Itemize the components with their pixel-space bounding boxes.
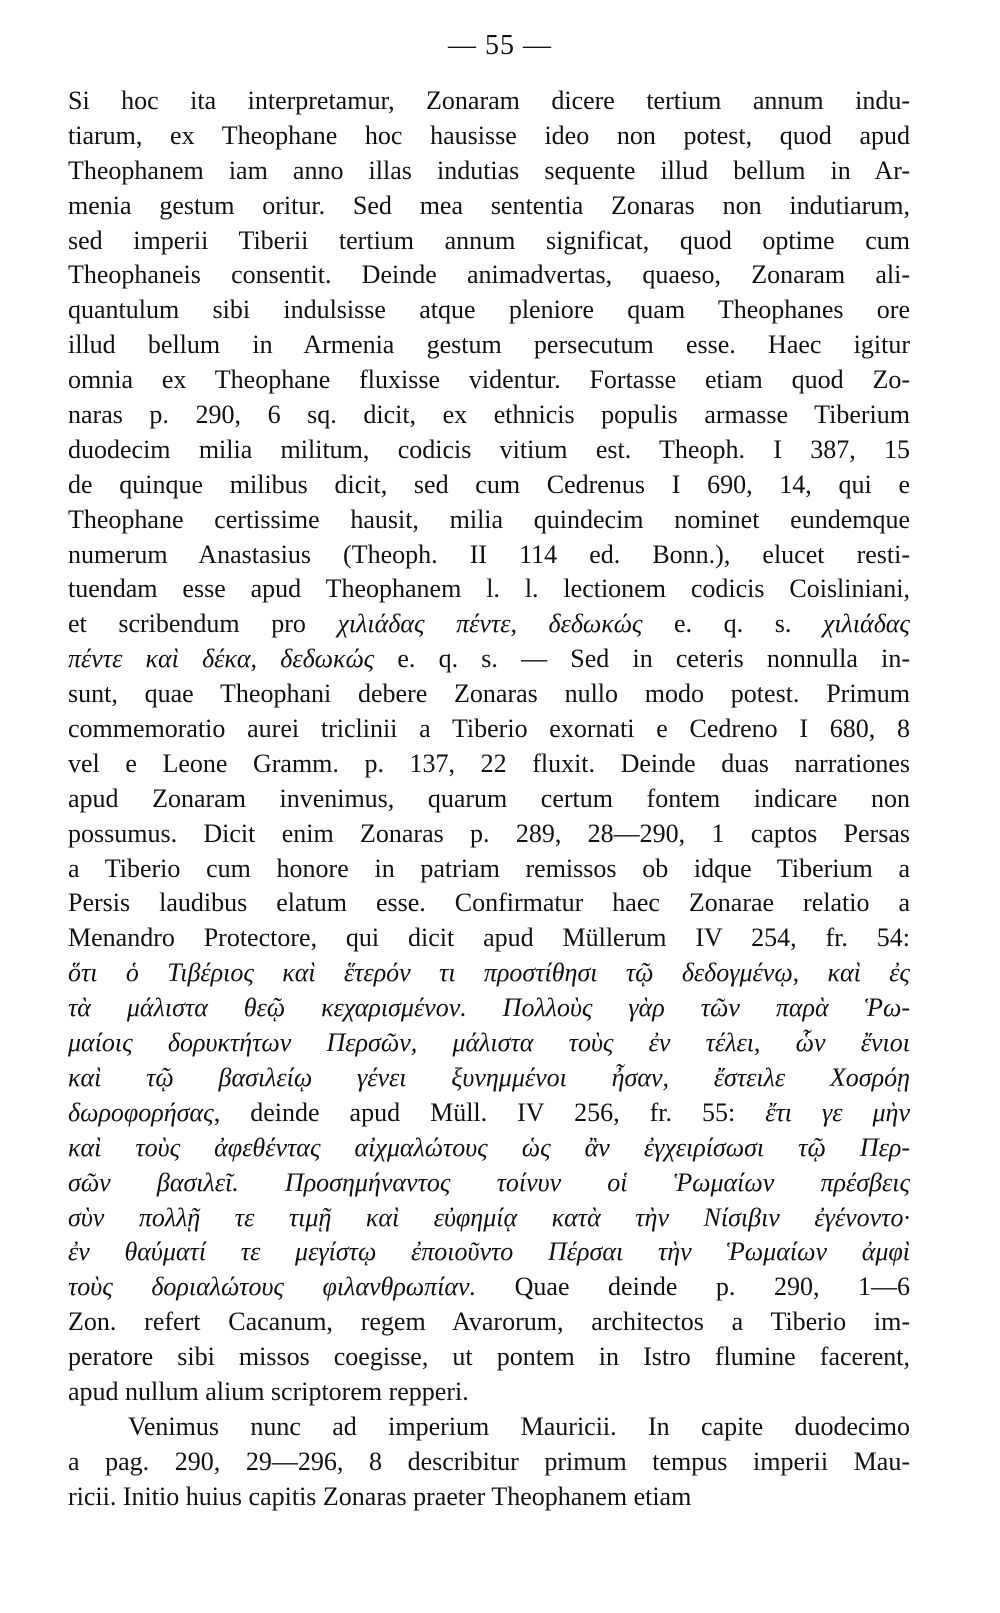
text-line: [68, 433, 910, 468]
latin-text: Venimus nunc ad imperium Mauricii. In capite duodecimo: [128, 1411, 910, 1441]
text-line: [68, 747, 910, 782]
greek-quotation: ἐν θαύματί τε μεγίστῳ ἐποιοῦντο Πέρσαι τὴν Ῥωμαίων ἀμφὶ: [68, 1237, 910, 1267]
latin-text: , deinde apud Müll. IV 256, fr. 55:: [213, 1097, 766, 1127]
text-line: [68, 1270, 910, 1305]
latin-text: peratore sibi missos coegisse, ut pontem in Istro flumine facerent,: [68, 1342, 910, 1372]
latin-text: sed imperii Tiberii tertium annum significat, quod optime cum: [68, 225, 910, 255]
latin-text: tiarum, ex Theophane hoc hausisse ideo non potest, quod apud: [68, 120, 910, 150]
greek-quotation: χιλιάδας πέντε, δεδωκώς: [337, 609, 643, 639]
text-line: [68, 119, 910, 154]
latin-text: Si hoc ita interpretamur, Zonaram dicere tertium annum indu-: [68, 86, 910, 115]
text-line: [68, 782, 910, 817]
text-line: [68, 154, 910, 189]
latin-text: e. q. s.: [642, 609, 823, 639]
body-text: [68, 84, 910, 1515]
text-line: [68, 1375, 910, 1410]
text-line: [68, 1410, 910, 1445]
greek-quotation: δωροφορήσας: [68, 1097, 214, 1127]
greek-quotation: χιλιάδας: [822, 609, 910, 639]
greek-quotation: καὶ τῷ βασιλείῳ γένει ξυνημμένοι ἦσαν, ἔστειλε Χοσρόῃ: [68, 1062, 910, 1092]
latin-text: apud nullum alium scriptorem repperi.: [68, 1376, 469, 1406]
text-line: [68, 607, 910, 642]
text-line: [68, 189, 910, 224]
text-line: [68, 503, 910, 538]
latin-text: tuendam esse apud Theophanem l. l. lectionem codicis Coisliniani,: [68, 574, 910, 604]
text-line: [68, 538, 910, 573]
text-line: [68, 991, 910, 1026]
latin-text: Theophanem iam anno illas indutias sequente illud bellum in Ar-: [68, 155, 910, 185]
latin-text: a Tiberio cum honore in patriam remissos ob idque Tiberium a: [68, 853, 910, 883]
text-line: [68, 677, 910, 712]
text-line: [68, 572, 910, 607]
latin-text: possumus. Dicit enim Zonaras p. 289, 28—290, 1 captos Persas: [68, 818, 910, 848]
text-line: [68, 1305, 910, 1340]
text-line: [68, 328, 910, 363]
text-line: [68, 886, 910, 921]
text-line: [68, 1096, 910, 1131]
greek-quotation: πέντε καὶ δέκα, δεδωκώς: [68, 644, 375, 674]
greek-quotation: τὰ μάλιστα θεῷ κεχαρισμένον. Πολλοὺς γὰρ τῶν παρὰ Ῥω-: [68, 993, 910, 1023]
latin-text: Theophane certissime hausit, milia quindecim nominet eundemque: [68, 504, 910, 534]
greek-quotation: ὅτι ὁ Τιβέριος καὶ ἕτερόν τι προστίθησι τῷ δεδογμένῳ, καὶ ἐς: [68, 958, 910, 988]
text-line: [68, 1061, 910, 1096]
text-line: [68, 1131, 910, 1166]
latin-text: naras p. 290, 6 sq. dicit, ex ethnicis populis armasse Tiberium: [68, 400, 910, 430]
text-line: [68, 468, 910, 503]
greek-quotation: τοὺς δοριαλώτους φιλανθρωπίαν.: [68, 1272, 477, 1302]
greek-quotation: ἔτι γε μὴν: [765, 1097, 910, 1127]
greek-quotation: σὺν πολλῇ τε τιμῇ καὶ εὐφημίᾳ κατὰ τὴν Νίσιβιν ἐγένοντο·: [68, 1202, 910, 1232]
text-line: [68, 1235, 910, 1270]
latin-text: Theophaneis consentit. Deinde animadvertas, quaeso, Zonaram ali-: [68, 260, 910, 290]
text-line: [68, 1445, 910, 1480]
latin-text: quantulum sibi indulsisse atque pleniore quam Theophanes ore: [68, 295, 910, 325]
latin-text: numerum Anastasius (Theoph. II 114 ed. Bonn.), elucet resti-: [68, 539, 910, 569]
text-line: [68, 398, 910, 433]
latin-text: commemoratio aurei triclinii a Tiberio exornati e Cedreno I 680, 8: [68, 714, 910, 744]
text-line: [68, 642, 910, 677]
latin-text: omnia ex Theophane fluxisse videntur. Fortasse etiam quod Zo-: [68, 365, 910, 395]
text-line: [68, 1201, 910, 1236]
text-line: [68, 956, 910, 991]
latin-text: Persis laudibus elatum esse. Confirmatur haec Zonarae relatio a: [68, 888, 910, 918]
text-line: [68, 363, 910, 398]
text-line: [68, 712, 910, 747]
text-line: [68, 1340, 910, 1375]
latin-text: e. q. s. — Sed in ceteris nonnulla in-: [374, 644, 910, 674]
greek-quotation: μαίοις δορυκτήτων Περσῶν, μάλιστα τοὺς ἐν τέλει, ὧν ἔνιοι: [68, 1028, 910, 1058]
latin-text: vel e Leone Gramm. p. 137, 22 fluxit. Deinde duas narrationes: [68, 748, 910, 778]
text-line: [68, 224, 910, 259]
text-line: [68, 1026, 910, 1061]
latin-text: a pag. 290, 29—296, 8 describitur primum tempus imperii Mau-: [68, 1446, 910, 1476]
text-line: [68, 84, 910, 119]
text-line: [68, 293, 910, 328]
greek-quotation: καὶ τοὺς ἀφεθέντας αἰχμαλώτους ὡς ἂν ἐγχειρίσωσι τῷ Περ-: [68, 1132, 910, 1162]
text-line: [68, 921, 910, 956]
latin-text: menia gestum oritur. Sed mea sententia Zonaras non indutiarum,: [68, 190, 910, 220]
greek-quotation: σῶν βασιλεῖ. Προσημήναντος τοίνυν οἱ Ῥωμαίων πρέσβεις: [68, 1167, 910, 1197]
latin-text: sunt, quae Theophani debere Zonaras nullo modo potest. Primum: [68, 679, 910, 709]
latin-text: Zon. refert Cacanum, regem Avarorum, architectos a Tiberio im-: [68, 1307, 910, 1337]
latin-text: et scribendum pro: [68, 609, 338, 639]
text-line: [68, 1480, 910, 1515]
latin-text: Quae deinde p. 290, 1—6: [476, 1272, 910, 1302]
text-line: [68, 817, 910, 852]
text-line: [68, 258, 910, 293]
latin-text: illud bellum in Armenia gestum persecutum esse. Haec igitur: [68, 330, 910, 360]
latin-text: duodecim milia militum, codicis vitium est. Theoph. I 387, 15: [68, 434, 910, 464]
latin-text: Menandro Protectore, qui dicit apud Müllerum IV 254, fr. 54:: [68, 923, 910, 953]
text-line: [68, 1166, 910, 1201]
latin-text: apud Zonaram invenimus, quarum certum fontem indicare non: [68, 783, 910, 813]
page-number: — 55 —: [448, 30, 552, 61]
latin-text: ricii. Initio huius capitis Zonaras praeter Theophanem etiam: [68, 1481, 692, 1511]
text-line: [68, 852, 910, 887]
latin-text: de quinque milibus dicit, sed cum Cedrenus I 690, 14, qui e: [68, 469, 910, 499]
